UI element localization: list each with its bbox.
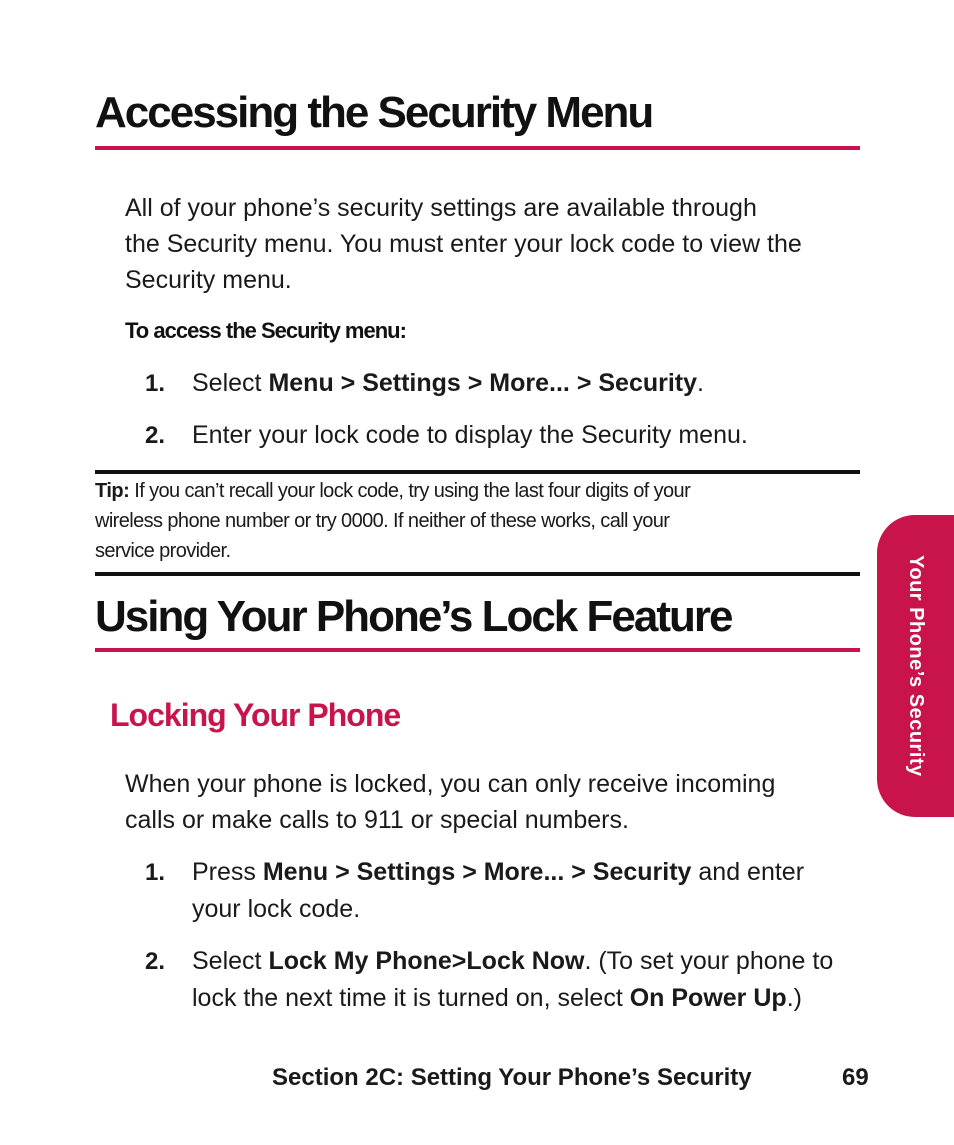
step-text: lock the next time it is turned on, select bbox=[192, 984, 630, 1012]
step-text-line2: your lock code. bbox=[192, 895, 361, 923]
tip-label: Tip: bbox=[95, 480, 130, 502]
step-text: Select bbox=[192, 369, 269, 397]
footer-section-title: Section 2C: Setting Your Phone’s Security bbox=[272, 1064, 752, 1091]
step-number: 2. bbox=[145, 948, 166, 975]
step-item bbox=[145, 943, 865, 1023]
intro-line: When your phone is locked, you can only receive incoming bbox=[125, 770, 776, 798]
intro-line: calls or make calls to 911 or special numbers. bbox=[125, 806, 629, 834]
section-title: Accessing the Security Menu bbox=[95, 88, 653, 137]
menu-path: Menu > Settings > More... > Security bbox=[262, 858, 692, 886]
step-number: 2. bbox=[145, 422, 166, 449]
section-title: Using Your Phone’s Lock Feature bbox=[95, 592, 732, 641]
tip-bottom-rule bbox=[95, 572, 860, 576]
step-text: Enter your lock code to display the Security menu. bbox=[192, 421, 748, 449]
step-number: 1. bbox=[145, 859, 166, 886]
intro-line: Security menu. bbox=[125, 266, 292, 294]
title-underline bbox=[95, 648, 860, 652]
step-text: Press bbox=[192, 858, 263, 886]
section-side-tab bbox=[877, 515, 954, 817]
menu-path: Menu > Settings > More... > Security bbox=[268, 369, 698, 397]
step-item bbox=[145, 854, 845, 934]
page-number: 69 bbox=[842, 1064, 869, 1091]
subheading: To access the Security menu: bbox=[125, 318, 406, 343]
step-number: 1. bbox=[145, 370, 166, 397]
intro-line: All of your phone’s security settings are available through bbox=[125, 194, 757, 222]
step-text: Select bbox=[192, 947, 269, 975]
option-name: On Power Up bbox=[629, 984, 787, 1012]
step-item bbox=[145, 365, 845, 402]
menu-path: Lock My Phone>Lock Now bbox=[268, 947, 585, 975]
tip-line: service provider. bbox=[95, 540, 231, 562]
side-tab-label: Your Phone’s Security bbox=[905, 555, 927, 777]
tip-top-rule bbox=[95, 470, 860, 474]
intro-paragraph bbox=[125, 190, 865, 298]
step-text-end: and enter bbox=[691, 858, 805, 886]
step-text-end: .) bbox=[786, 984, 802, 1012]
step-text-end: . bbox=[697, 369, 704, 397]
step-item bbox=[145, 417, 845, 454]
intro-line: the Security menu. You must enter your lock code to view the bbox=[125, 230, 802, 258]
step-text-end: . (To set your phone to bbox=[584, 947, 834, 975]
intro-paragraph bbox=[125, 766, 865, 838]
tip-line: wireless phone number or try 0000. If neither of these works, call your bbox=[95, 510, 670, 532]
title-underline bbox=[95, 146, 860, 150]
tip-line: If you can’t recall your lock code, try using the last four digits of your bbox=[129, 480, 691, 502]
subsection-title: Locking Your Phone bbox=[110, 697, 401, 733]
tip-box bbox=[95, 476, 865, 566]
